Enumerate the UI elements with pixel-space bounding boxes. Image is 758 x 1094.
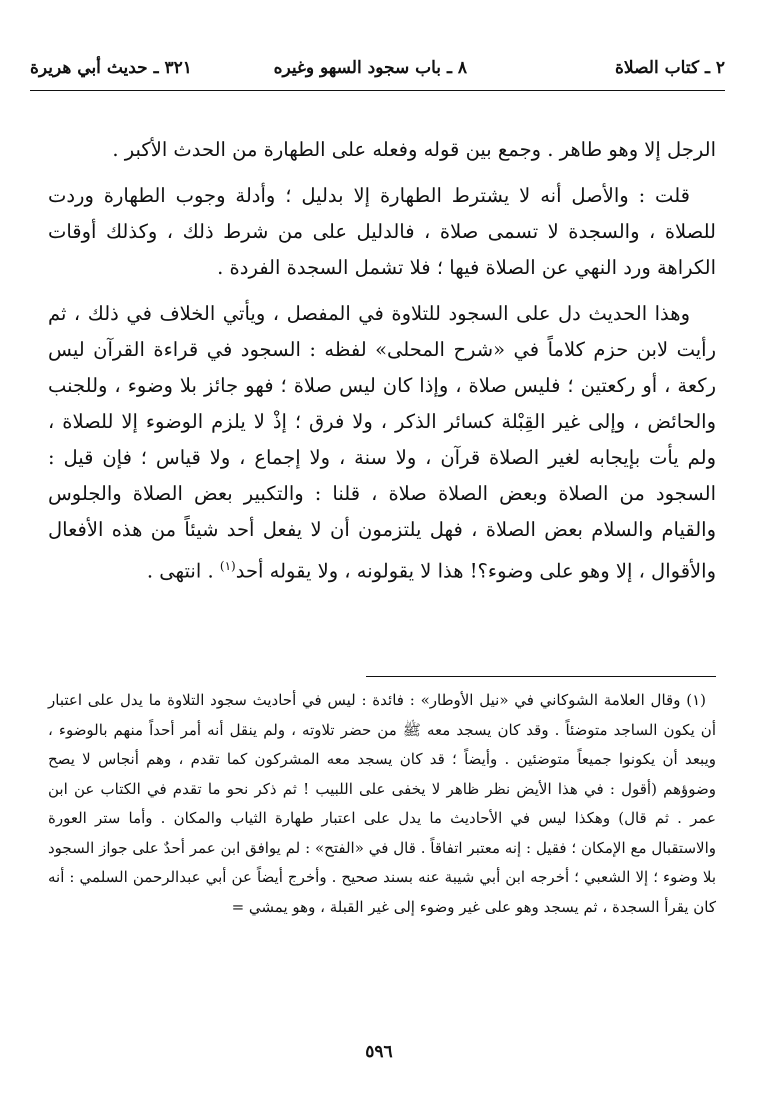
footnote <box>48 686 716 922</box>
header-hadith-title: ٣٢١ ـ حديث أبي هريرة <box>30 58 192 78</box>
header-book-title: ٢ ـ كتاب الصلاة <box>615 58 725 78</box>
paragraph-3-end: . انتهى . <box>146 559 220 583</box>
paragraph-3 <box>48 296 716 590</box>
footnote-divider <box>366 676 716 677</box>
footnote-text: (١) وقال العلامة الشوكاني في «نيل الأوطار» : فائدة : ليس في أحاديث سجود التلاوة ما يدل على اعتبار أن يكون الساجد متوضئاً . وقد كان يسجد معه ﷺ من حضر تلاوته ، ولم ينقل أنه أمر أحداً منهم بالوضوء ، ويبعد أن يكونوا جميعاً متوضئين . وأيضاً ؛ قد كان يسجد معه المشركون كما تقدم ، وهم أنجاس لا يصح وضوؤهم (أقول : في هذا الأيض نظر ظاهر لا يخفى على اللبيب ! ثم ذكر نحو ما تقدم في الكتاب عن ابن عمر . ثم قال) وهكذا ليس في الأحاديث ما يدل على اعتبار طهارة الثياب والمكان . وأما ستر العورة والاستقبال مع الإمكان ؛ فقيل : إنه معتبر اتفاقاً . قال في «الفتح» : لم يوافق ابن عمر أحدٌ على جواز السجود بلا وضوء ؛ إلا الشعبي ؛ أخرجه ابن أبي شيبة عنه بسند صحيح . وأخرج أيضاً عن أبي عبدالرحمن السلمي : أنه كان يقرأ السجدة ، ثم يسجد وهو على غير وضوء إلى غير القبلة ، وهو يمشي = <box>48 691 716 916</box>
running-header <box>30 58 725 86</box>
paragraph-1: الرجل إلا وهو طاهر . وجمع بين قوله وفعله على الطهارة من الحدث الأكبر . <box>112 138 716 161</box>
paragraph-3-text: وهذا الحديث دل على السجود للتلاوة في المفصل ، ويأتي الخلاف في ذلك ، ثم رأيت لابن حزم كلاماً في «شرح المحلى» لفظه : السجود في قراءة القرآن ليس ركعة ، أو ركعتين ؛ فليس صلاة ، وإذا كان ليس صلاة ؛ فهو جائز بلا وضوء ، وللجنب والحائض ، وإلى غير القِبْلة كسائر الذكر ، ولا فرق ؛ إذْ لا يلزم الوضوء إلا للصلاة ، ولم يأت بإيجابه لغير الصلاة قرآن ، ولا سنة ، ولا إجماع ، ولا قياس ؛ فإن قيل : السجود من الصلاة وبعض الصلاة صلاة ، قلنا : والتكبير بعض الصلاة والجلوس والقيام والسلام بعض الصلاة ، فهل يلتزمون أن لا يفعل أحد شيئاً من هذه الأفعال والأقوال ، إلا وهو على وضوء؟! هذا لا يقولونه ، ولا يقوله أحد <box>48 302 716 583</box>
footnote-marker[interactable]: (١) <box>219 559 236 573</box>
header-chapter-title: ٨ ـ باب سجود السهو وغيره <box>273 58 467 78</box>
page-number: ٥٩٦ <box>365 1042 393 1062</box>
main-text <box>48 132 716 600</box>
header-divider <box>30 90 725 91</box>
paragraph-2: قلت : والأصل أنه لا يشترط الطهارة إلا بدليل ؛ وأدلة وجوب الطهارة وردت للصلاة ، والسجدة لا تسمى صلاة ، فالدليل على من شرط ذلك ، وكذلك أوقات الكراهة ورد النهي عن الصلاة فيها ؛ فلا تشمل السجدة الفردة . <box>48 184 716 279</box>
